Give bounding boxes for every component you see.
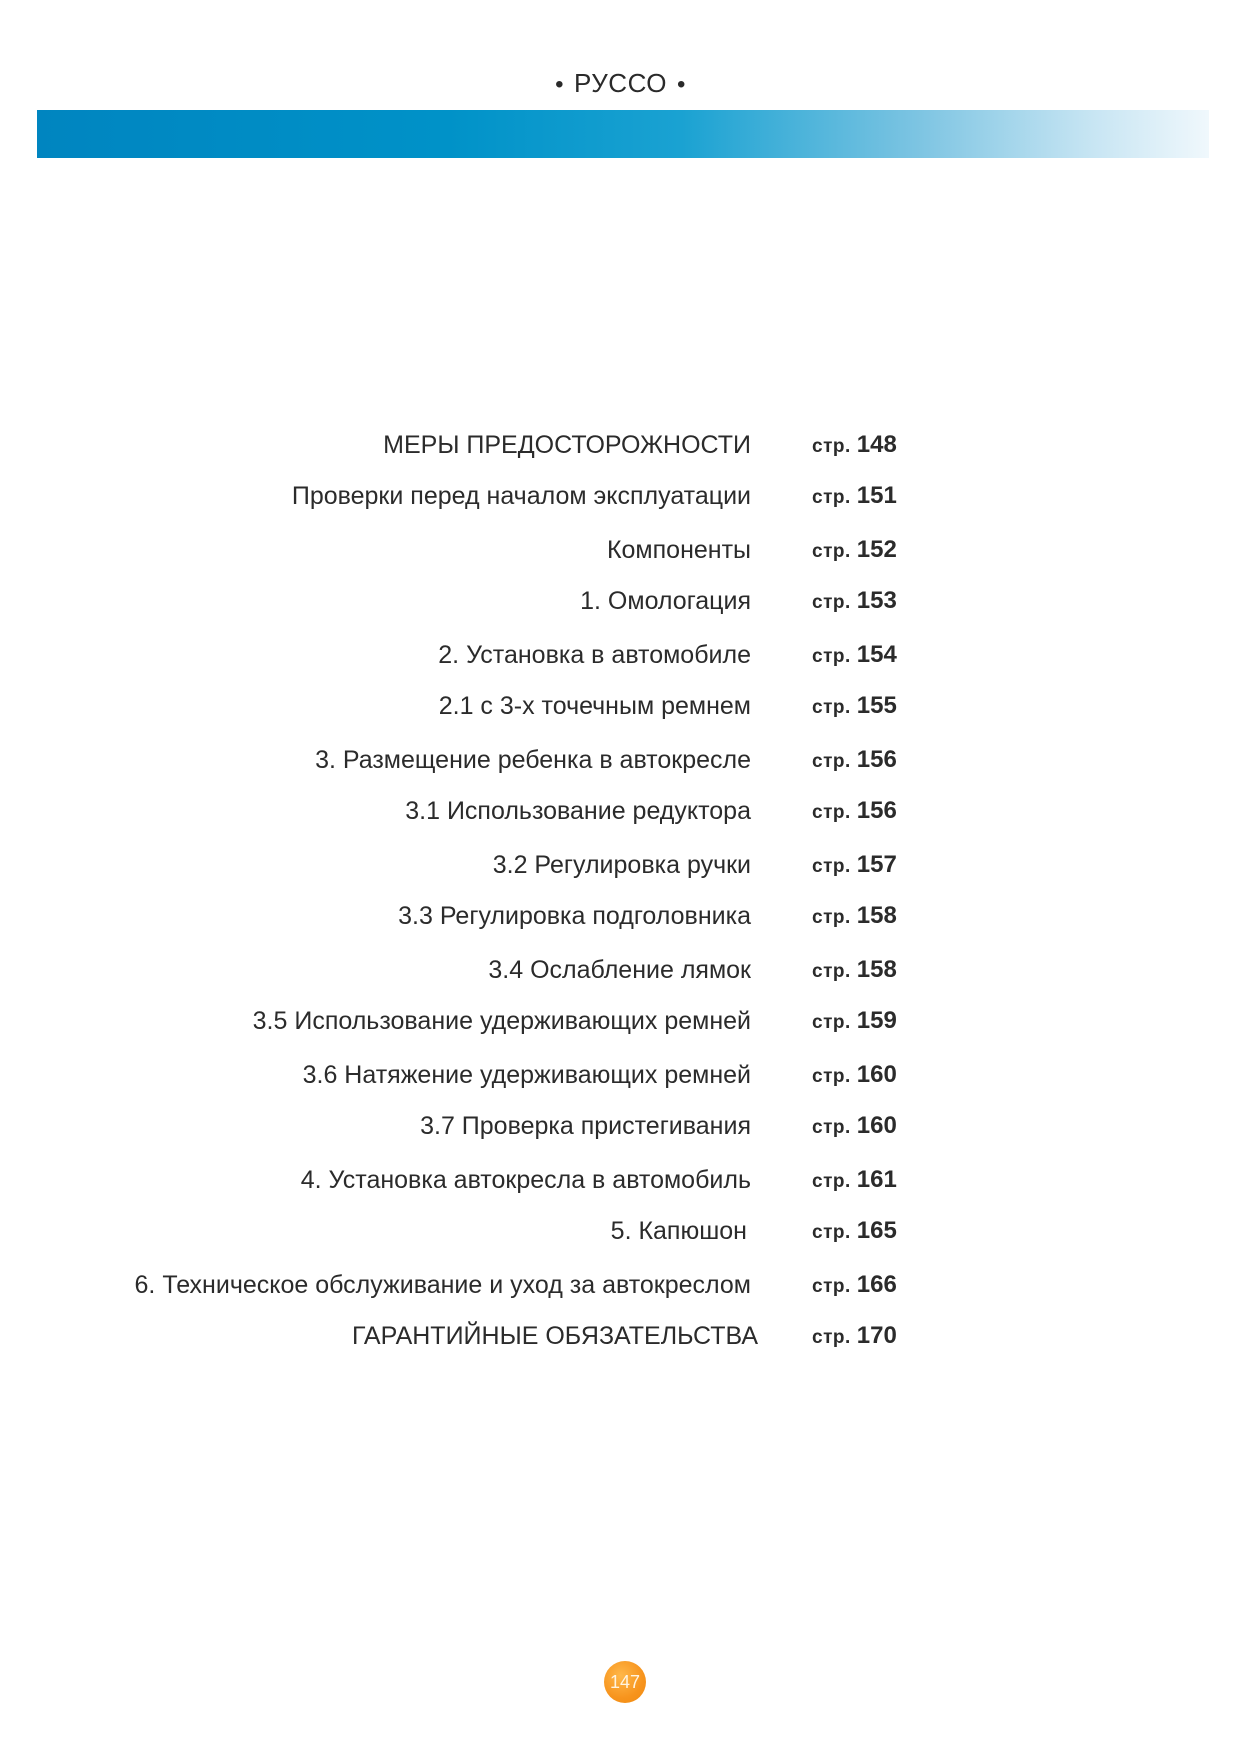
toc-entry-page xyxy=(812,635,897,678)
page-prefix: стр. xyxy=(812,697,851,718)
toc-entry-title: 5. Капюшон xyxy=(610,1217,747,1245)
page-prefix: стр. xyxy=(812,1276,851,1297)
toc-entry-title: 1. Омологация xyxy=(580,587,751,615)
page-prefix: стр. xyxy=(812,1171,851,1192)
toc-entry-title: МЕРЫ ПРЕДОСТОРОЖНОСТИ xyxy=(383,431,751,459)
page-number-value: 160 xyxy=(856,1061,897,1088)
page-number-value: 152 xyxy=(856,536,897,563)
toc-entry-page xyxy=(812,1001,897,1044)
page-number-value: 159 xyxy=(856,1007,897,1034)
page-prefix: стр. xyxy=(812,856,851,877)
toc-entry[interactable] xyxy=(0,635,1241,675)
toc-entry-page xyxy=(812,845,897,888)
toc-entry[interactable] xyxy=(0,476,1241,516)
toc-entry[interactable] xyxy=(0,1265,1241,1305)
toc-entry[interactable] xyxy=(0,1055,1241,1095)
toc-entry-title: 3.5 Использование удерживающих ремней xyxy=(252,1007,751,1035)
toc-entry-title: Проверки перед началом эксплуатации xyxy=(291,482,751,510)
page-number-value: 156 xyxy=(856,797,897,824)
toc-entry[interactable] xyxy=(0,1106,1241,1146)
toc-entry-title: 6. Техническое обслуживание и уход за автокреслом xyxy=(134,1271,751,1299)
toc-entry[interactable] xyxy=(0,425,1241,465)
toc-entry[interactable] xyxy=(0,1001,1241,1041)
toc-entry[interactable] xyxy=(0,530,1241,570)
toc-entry-title: ГАРАНТИЙНЫЕ ОБЯЗАТЕЛЬСТВА xyxy=(352,1322,758,1350)
page-prefix: стр. xyxy=(812,436,851,457)
toc-entry[interactable] xyxy=(0,896,1241,936)
page-number-value: 156 xyxy=(856,746,897,773)
page-prefix: стр. xyxy=(812,646,851,667)
toc-entry-title: 2.1 с 3-х точечным ремнем xyxy=(438,692,751,720)
toc-entry-page xyxy=(812,425,897,468)
toc-entry-page xyxy=(812,950,897,993)
toc-entry-page xyxy=(812,1106,897,1149)
toc-entry-title: 3.1 Использование редуктора xyxy=(405,797,751,825)
toc-entry[interactable] xyxy=(0,845,1241,885)
page-prefix: стр. xyxy=(812,592,851,613)
page-number-value: 158 xyxy=(856,902,897,929)
toc-entry-title: 2. Установка в автомобиле xyxy=(438,641,751,669)
page-number-value: 166 xyxy=(856,1271,897,1298)
toc-entry[interactable] xyxy=(0,950,1241,990)
toc-entry-page xyxy=(812,740,897,783)
toc-entry-title: 3.3 Регулировка подголовника xyxy=(398,902,751,930)
page-prefix: стр. xyxy=(812,487,851,508)
toc-entry-page xyxy=(812,530,897,573)
page-prefix: стр. xyxy=(812,1066,851,1087)
page-number-value: 148 xyxy=(856,431,897,458)
toc-entry-page xyxy=(812,1055,897,1098)
page-number-value: 161 xyxy=(856,1166,897,1193)
page-prefix: стр. xyxy=(812,802,851,823)
page-number-value: 155 xyxy=(856,692,897,719)
language-label: РУССО xyxy=(574,68,667,98)
toc-entry[interactable] xyxy=(0,581,1241,621)
page-prefix: стр. xyxy=(812,907,851,928)
page-number-value: 157 xyxy=(856,851,897,878)
page-number-value: 170 xyxy=(856,1322,897,1349)
page-number-value: 158 xyxy=(856,956,897,983)
page-number-value: 153 xyxy=(856,587,897,614)
toc-entry-title: 3.4 Ослабление лямок xyxy=(488,956,751,984)
toc-entry-page xyxy=(812,1265,897,1308)
page-number-value: 160 xyxy=(856,1112,897,1139)
toc-entry[interactable] xyxy=(0,740,1241,780)
toc-entry-page xyxy=(812,476,897,519)
toc-entry-title: 3.6 Натяжение удерживающих ремней xyxy=(302,1061,751,1089)
page-number-badge: 147 xyxy=(604,1661,646,1703)
page-prefix: стр. xyxy=(812,1012,851,1033)
page-prefix: стр. xyxy=(812,1327,851,1348)
page-prefix: стр. xyxy=(812,541,851,562)
toc-entry[interactable] xyxy=(0,686,1241,726)
bullet-left: • xyxy=(555,71,564,98)
page-prefix: стр. xyxy=(812,751,851,772)
toc-entry-page xyxy=(812,1211,897,1254)
page-prefix: стр. xyxy=(812,1222,851,1243)
toc-entry[interactable] xyxy=(0,1160,1241,1200)
toc-entry-page xyxy=(812,686,897,729)
toc-entry-page xyxy=(812,791,897,834)
toc-entry-title: 3.2 Регулировка ручки xyxy=(492,851,751,879)
page-prefix: стр. xyxy=(812,961,851,982)
page-number-value: 151 xyxy=(856,482,897,509)
toc-entry-page xyxy=(812,581,897,624)
page-number-value: 165 xyxy=(856,1217,897,1244)
page-prefix: стр. xyxy=(812,1117,851,1138)
toc-entry-page xyxy=(812,896,897,939)
toc-entry[interactable] xyxy=(0,1211,1241,1251)
page-number-value: 154 xyxy=(856,641,897,668)
toc-entry-title: 4. Установка автокресла в автомобиль xyxy=(300,1166,751,1194)
bullet-right: • xyxy=(677,71,686,98)
toc-entry[interactable] xyxy=(0,791,1241,831)
toc-entry-title: 3.7 Проверка пристегивания xyxy=(420,1112,751,1140)
toc-entry-title: 3. Размещение ребенка в автокресле xyxy=(315,746,751,774)
toc-entry-page xyxy=(812,1316,897,1359)
toc-entry-title: Компоненты xyxy=(606,536,751,564)
toc-entry[interactable] xyxy=(0,1316,1241,1356)
toc-entry-page xyxy=(812,1160,897,1203)
